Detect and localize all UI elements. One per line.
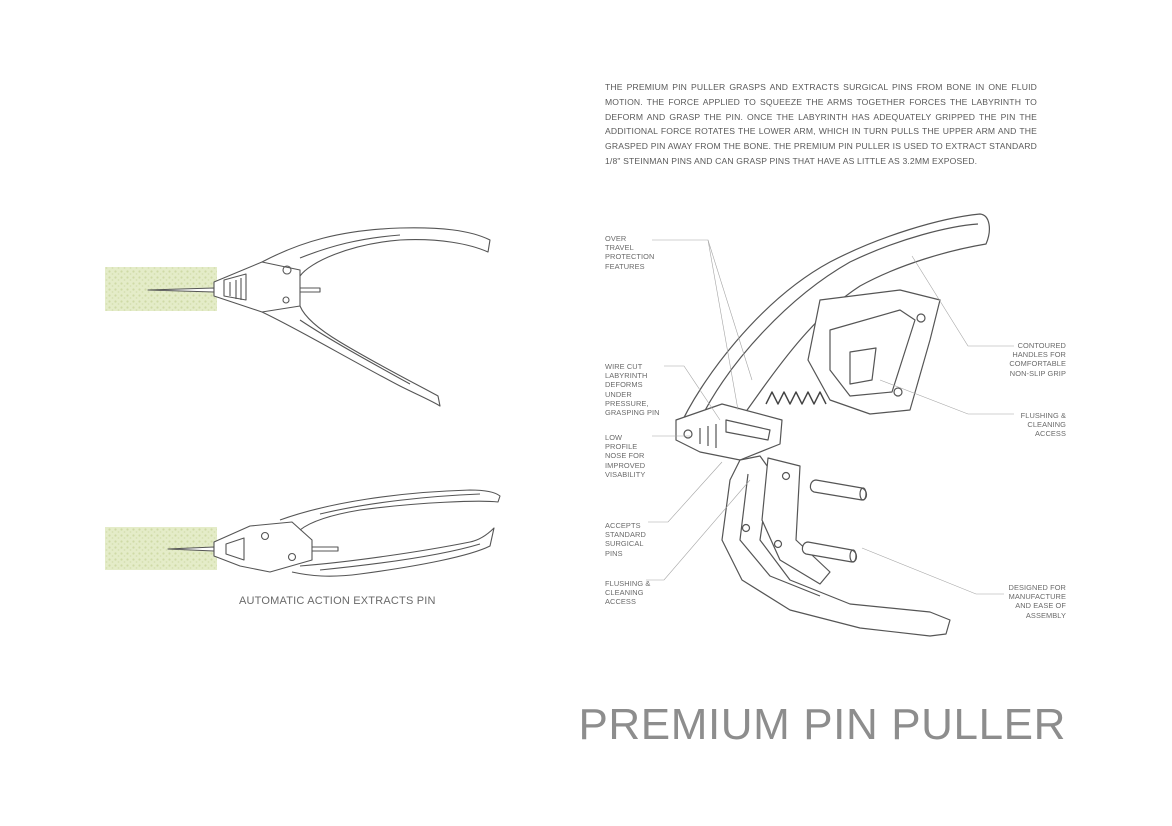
callout-accepts-pins: ACCEPTS STANDARD SURGICAL PINS bbox=[605, 521, 646, 558]
caption-automatic-action: AUTOMATIC ACTION EXTRACTS PIN bbox=[239, 595, 436, 607]
page-title: PREMIUM PIN PULLER bbox=[578, 700, 1066, 749]
callout-over-travel: OVER TRAVEL PROTECTION FEATURES bbox=[605, 234, 655, 271]
loose-pins bbox=[802, 480, 866, 562]
callout-flushing-left: FLUSHING & CLEANING ACCESS bbox=[605, 579, 651, 607]
callout-low-profile-nose: LOW PROFILE NOSE FOR IMPROVED VISABILITY bbox=[605, 433, 646, 479]
pliers-closed-drawing bbox=[105, 490, 500, 576]
callout-flushing-right: FLUSHING & CLEANING ACCESS bbox=[1020, 411, 1066, 439]
callout-wire-cut-labyrinth: WIRE CUT LABYRINTH DEFORMS UNDER PRESSURE, GRASPING PIN bbox=[605, 362, 660, 418]
exploded-view-drawing bbox=[676, 214, 989, 636]
spring bbox=[766, 392, 826, 404]
callout-designed-for-manufacture: DESIGNED FOR MANUFACTURE AND EASE OF ASSEMBLY bbox=[1008, 583, 1066, 620]
callout-contoured-handles: CONTOURED HANDLES FOR COMFORTABLE NON-SLIP GRIP bbox=[1009, 341, 1066, 378]
pliers-open-drawing bbox=[105, 228, 490, 406]
description-paragraph: THE PREMIUM PIN PULLER GRASPS AND EXTRACTS SURGICAL PINS FROM BONE IN ONE FLUID MOTION. THE FORCE APPLIED TO SQUEEZE THE ARMS TOGETHER FORCES THE LABYRINTH TO DEFORM AND GRASP THE PIN. ONCE THE LABYRINTH HAS ADEQUATELY GRIPPED THE PIN THE ADDITIONAL FORCE ROTATES THE LOWER ARM, WHICH IN TURN PULLS THE UPPER ARM AND THE GRASPED PIN AWAY FROM THE BONE. THE PREMIUM PIN PULLER IS USED TO EXTRACT STANDARD 1/8" STEINMAN PINS AND CAN GRASP PINS THAT HAVE AS LITTLE AS 3.2MM EXPOSED. bbox=[605, 82, 1037, 166]
